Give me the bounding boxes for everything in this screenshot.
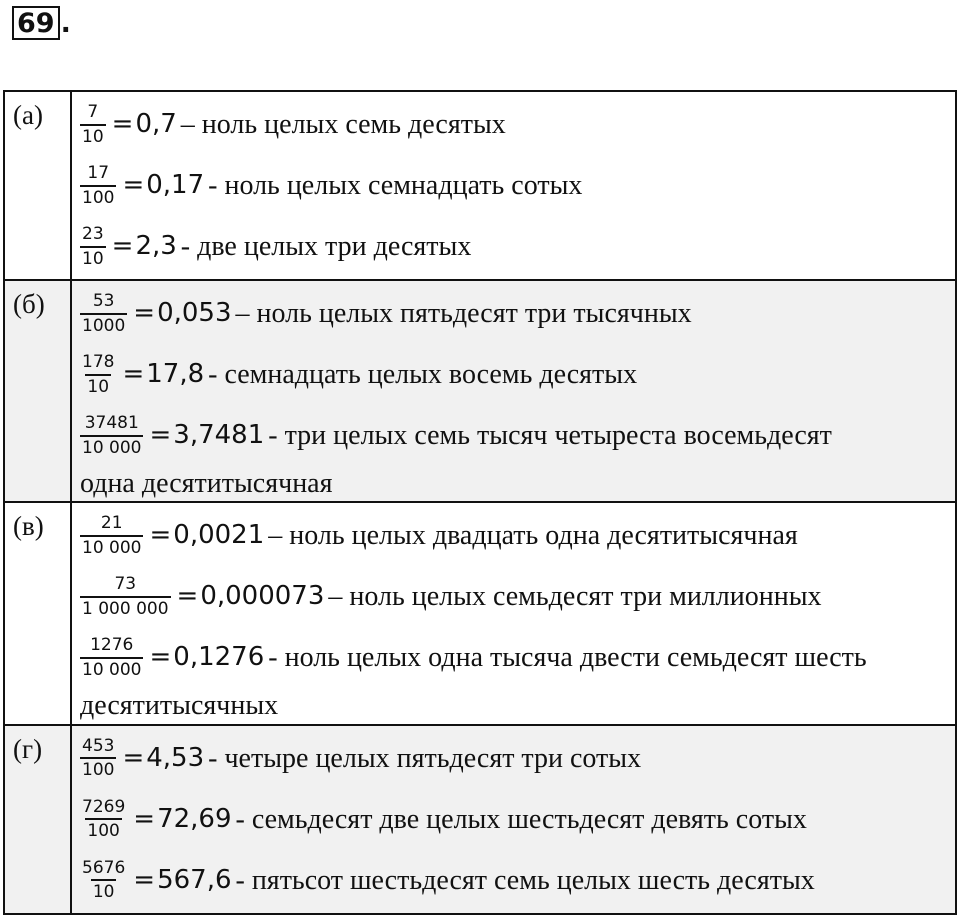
fraction-denominator: 100 — [80, 185, 116, 208]
decimal-value: 4,53 — [146, 742, 205, 773]
decimal-value: 0,053 — [157, 297, 232, 328]
fraction — [80, 575, 171, 618]
problem-number — [12, 6, 71, 40]
solution-line — [80, 728, 955, 789]
fraction — [80, 636, 143, 679]
fraction-denominator: 10 — [91, 879, 117, 902]
equals-sign: = — [133, 297, 156, 328]
equals-sign: = — [149, 520, 172, 551]
solution-line — [80, 283, 955, 344]
row-g — [4, 725, 956, 914]
equals-sign: = — [122, 358, 145, 389]
verbal-reading: – ноль целых двадцать одна десятитысячная — [268, 520, 798, 552]
fraction-denominator: 1000 — [80, 313, 127, 336]
fraction — [80, 737, 116, 780]
fraction — [80, 292, 127, 335]
problem-number-text: 69 — [17, 8, 55, 39]
fraction-denominator: 10 000 — [80, 535, 143, 558]
fraction — [80, 353, 116, 396]
decimal-value: 0,000073 — [200, 581, 325, 612]
row-label: (б) — [4, 280, 71, 502]
solution-line — [80, 344, 955, 405]
equals-sign: = — [149, 419, 172, 450]
solution-table — [3, 90, 957, 915]
decimal-value: 0,17 — [146, 169, 205, 200]
fraction — [80, 164, 116, 207]
fraction-numerator: 73 — [114, 574, 137, 595]
fraction-numerator: 1276 — [90, 635, 134, 656]
solution-line — [80, 789, 955, 850]
equals-sign: = — [133, 803, 156, 834]
decimal-value: 0,7 — [135, 108, 177, 139]
fraction-denominator: 10 — [85, 374, 111, 397]
verbal-reading: - две целых три десятых — [180, 230, 472, 262]
verbal-reading: - семнадцать целых восемь десятых — [208, 358, 638, 390]
decimal-value: 0,0021 — [173, 520, 265, 551]
verbal-reading: - ноль целых семнадцать сотых — [208, 169, 583, 201]
verbal-reading: - пятьсот шестьдесят семь целых шесть десятых — [235, 864, 815, 896]
row-a — [4, 91, 956, 280]
equals-sign: = — [122, 169, 145, 200]
solution-line — [80, 405, 955, 466]
solution-line — [80, 94, 955, 155]
decimal-value: 567,6 — [157, 864, 232, 895]
row-b — [4, 280, 956, 502]
solution-line-continuation: одна десятитысячная — [80, 468, 333, 499]
verbal-reading: – ноль целых пятьдесят три тысячных — [235, 297, 692, 329]
fraction-numerator: 453 — [82, 735, 115, 756]
equals-sign: = — [176, 581, 199, 612]
equals-sign: = — [111, 230, 134, 261]
solution-line — [80, 155, 955, 216]
row-body — [71, 280, 956, 502]
solution-line — [80, 216, 955, 277]
fraction-numerator: 17 — [87, 162, 110, 183]
solution-line — [80, 566, 955, 627]
fraction-denominator: 10 — [80, 124, 106, 147]
solution-line — [80, 627, 955, 688]
row-body — [71, 725, 956, 914]
fraction — [80, 103, 106, 146]
row-body — [71, 502, 956, 724]
fraction-numerator: 7269 — [82, 796, 126, 817]
solution-line-continuation: десятитысячных — [80, 690, 279, 722]
fraction-numerator: 5676 — [82, 857, 126, 878]
equals-sign: = — [149, 642, 172, 673]
row-label: (г) — [4, 725, 71, 914]
decimal-value: 3,7481 — [173, 419, 265, 450]
verbal-reading: – ноль целых семьдесят три миллионных — [328, 581, 822, 613]
fraction — [80, 798, 127, 841]
problem-number-dot: . — [60, 8, 71, 39]
decimal-value: 2,3 — [135, 230, 177, 261]
fraction — [80, 514, 143, 557]
problem-number-box — [12, 6, 60, 40]
verbal-reading: - семьдесят две целых шестьдесят девять сотых — [235, 803, 807, 835]
fraction-denominator: 10 000 — [80, 435, 143, 458]
decimal-value: 72,69 — [157, 803, 232, 834]
row-label: (а) — [4, 91, 71, 280]
solution-line — [80, 505, 955, 566]
fraction-denominator: 100 — [80, 757, 116, 780]
fraction-numerator: 23 — [82, 223, 104, 244]
decimal-value: 0,1276 — [173, 642, 265, 673]
fraction — [80, 225, 106, 268]
verbal-reading: - ноль целых одна тысяча двести семьдесят шесть — [268, 642, 867, 674]
fraction-numerator: 21 — [100, 513, 123, 534]
fraction-numerator: 53 — [92, 290, 115, 311]
fraction-denominator: 10 — [80, 246, 106, 269]
fraction-numerator: 178 — [82, 351, 115, 372]
fraction-numerator: 7 — [87, 101, 99, 122]
equals-sign: = — [122, 742, 145, 773]
fraction — [80, 414, 143, 457]
equals-sign: = — [111, 108, 134, 139]
fraction — [80, 859, 127, 902]
row-v — [4, 502, 956, 724]
verbal-reading: – ноль целых семь десятых — [180, 108, 506, 140]
solution-line — [80, 850, 955, 911]
fraction-denominator: 100 — [85, 818, 121, 841]
decimal-value: 17,8 — [146, 358, 205, 389]
fraction-denominator: 10 000 — [80, 657, 143, 680]
row-label: (в) — [4, 502, 71, 724]
fraction-numerator: 37481 — [84, 412, 139, 433]
verbal-reading: - четыре целых пятьдесят три сотых — [208, 742, 642, 774]
verbal-reading: - три целых семь тысяч четыреста восемьдесят — [268, 419, 832, 451]
row-body — [71, 91, 956, 280]
equals-sign: = — [133, 864, 156, 895]
fraction-denominator: 1 000 000 — [80, 596, 171, 619]
